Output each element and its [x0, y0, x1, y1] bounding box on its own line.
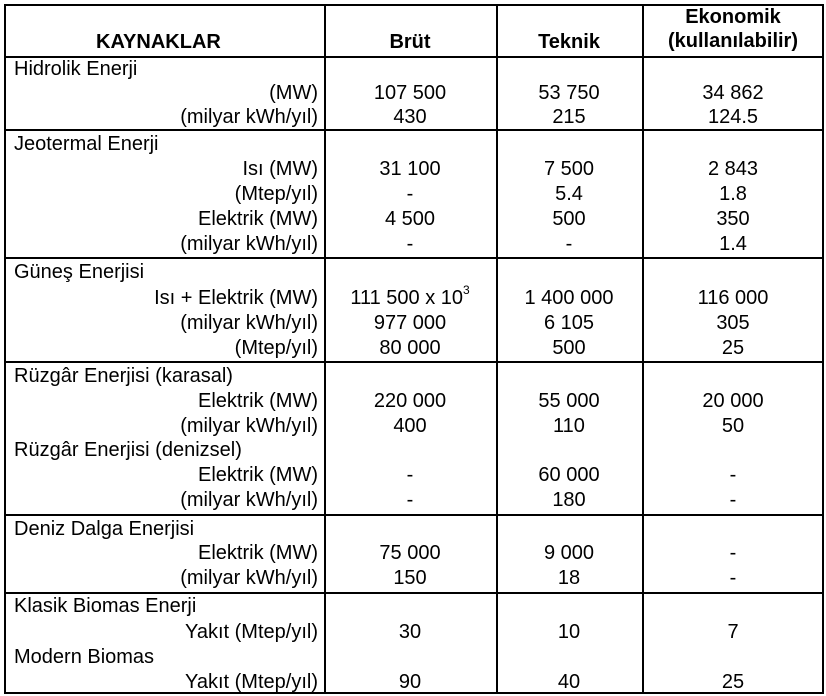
- section-title: Modern Biomas: [14, 646, 155, 668]
- header-gross: Brüt: [389, 31, 431, 53]
- cell-technical: 10: [557, 621, 581, 643]
- cell-economic: 1.8: [719, 183, 747, 205]
- row-label: Isı + Elektrik (MW): [154, 287, 318, 309]
- row-label: (milyar kWh/yıl): [180, 106, 318, 128]
- cell-economic: 34 862: [702, 82, 764, 104]
- row-label: Elektrik (MW): [198, 542, 318, 564]
- row-label: (milyar kWh/yıl): [180, 233, 318, 255]
- cell-technical: 53 750: [538, 82, 600, 104]
- cell-economic: 305: [716, 312, 750, 334]
- cell-gross: -: [406, 464, 414, 486]
- row-label: (MW): [269, 82, 318, 104]
- cell-technical: 6 105: [543, 312, 595, 334]
- cell-economic: 50: [721, 415, 745, 437]
- row-label: Elektrik (MW): [198, 464, 318, 486]
- cell-gross-base: 111 500 x 10: [350, 287, 463, 309]
- cell-economic: -: [729, 567, 737, 589]
- cell-gross: 977 000: [373, 312, 447, 334]
- cell-gross-exponent: 3: [463, 283, 470, 298]
- cell-technical: 60 000: [538, 464, 600, 486]
- row-label: (Mtep/yıl): [234, 183, 318, 205]
- cell-technical: 1 400 000: [524, 287, 614, 309]
- cell-gross: -: [406, 489, 414, 511]
- cell-gross: 4 500: [384, 208, 436, 230]
- cell-technical: 18: [557, 567, 581, 589]
- row-label: Isı (MW): [242, 158, 318, 180]
- section-title: Hidrolik Enerji: [14, 58, 138, 80]
- cell-gross: 30: [398, 621, 422, 643]
- section-title: Rüzgâr Enerjisi (karasal): [14, 365, 233, 387]
- header-economic-line2: (kullanılabilir): [667, 30, 799, 52]
- cell-gross: 31 100: [379, 158, 441, 180]
- cell-gross: 107 500: [373, 82, 447, 104]
- cell-economic: 7: [727, 621, 739, 643]
- header-technical: Teknik: [538, 31, 600, 53]
- section-title: Klasik Biomas Enerji: [14, 595, 197, 617]
- row-label: Elektrik (MW): [198, 208, 318, 230]
- cell-economic: -: [729, 464, 737, 486]
- cell-technical: 7 500: [543, 158, 595, 180]
- row-label: Elektrik (MW): [198, 390, 318, 412]
- cell-gross: 150: [393, 567, 427, 589]
- table-border-left: [4, 4, 6, 694]
- header-economic-line1: Ekonomik: [685, 6, 781, 28]
- header-sources: KAYNAKLAR: [96, 31, 221, 53]
- cell-gross: -: [406, 183, 414, 205]
- cell-gross: 75 000: [379, 542, 441, 564]
- cell-technical: 180: [552, 489, 586, 511]
- section-divider: [4, 129, 824, 131]
- cell-technical: 55 000: [538, 390, 600, 412]
- row-label: (milyar kWh/yıl): [180, 489, 318, 511]
- cell-gross: 220 000: [373, 390, 447, 412]
- cell-technical: 5.4: [555, 183, 583, 205]
- row-label: (milyar kWh/yıl): [180, 415, 318, 437]
- row-label: (milyar kWh/yıl): [180, 312, 318, 334]
- cell-technical: 215: [552, 106, 586, 128]
- cell-technical: 500: [552, 337, 586, 359]
- cell-economic: 20 000: [702, 390, 764, 412]
- cell-gross: 400: [393, 415, 427, 437]
- cell-gross: [324, 283, 496, 310]
- cell-technical: 500: [552, 208, 586, 230]
- cell-economic: -: [729, 489, 737, 511]
- cell-economic: -: [729, 542, 737, 564]
- section-divider: [4, 361, 824, 363]
- cell-gross: -: [406, 233, 414, 255]
- row-label: Yakıt (Mtep/yıl): [185, 621, 318, 643]
- cell-economic: 1.4: [719, 233, 747, 255]
- cell-technical: 40: [557, 671, 581, 693]
- row-label: Yakıt (Mtep/yıl): [185, 671, 318, 693]
- cell-gross: 90: [398, 671, 422, 693]
- cell-technical: 110: [553, 415, 585, 437]
- cell-economic: 2 843: [707, 158, 759, 180]
- cell-technical: -: [565, 233, 573, 255]
- section-divider: [4, 257, 824, 259]
- cell-economic: 25: [721, 671, 745, 693]
- cell-gross: 430: [393, 106, 427, 128]
- row-label: (milyar kWh/yıl): [180, 567, 318, 589]
- row-label: (Mtep/yıl): [234, 337, 318, 359]
- cell-economic: 124.5: [707, 106, 759, 128]
- section-title: Deniz Dalga Enerjisi: [14, 518, 195, 540]
- section-divider: [4, 514, 824, 516]
- section-title: Güneş Enerjisi: [14, 261, 145, 283]
- cell-economic: 25: [721, 337, 745, 359]
- cell-economic: 350: [716, 208, 750, 230]
- cell-economic: 116 000: [697, 287, 769, 309]
- section-title: Rüzgâr Enerjisi (denizsel): [14, 439, 242, 461]
- cell-gross: 80 000: [379, 337, 441, 359]
- section-title: Jeotermal Enerji: [14, 133, 159, 155]
- cell-technical: 9 000: [543, 542, 595, 564]
